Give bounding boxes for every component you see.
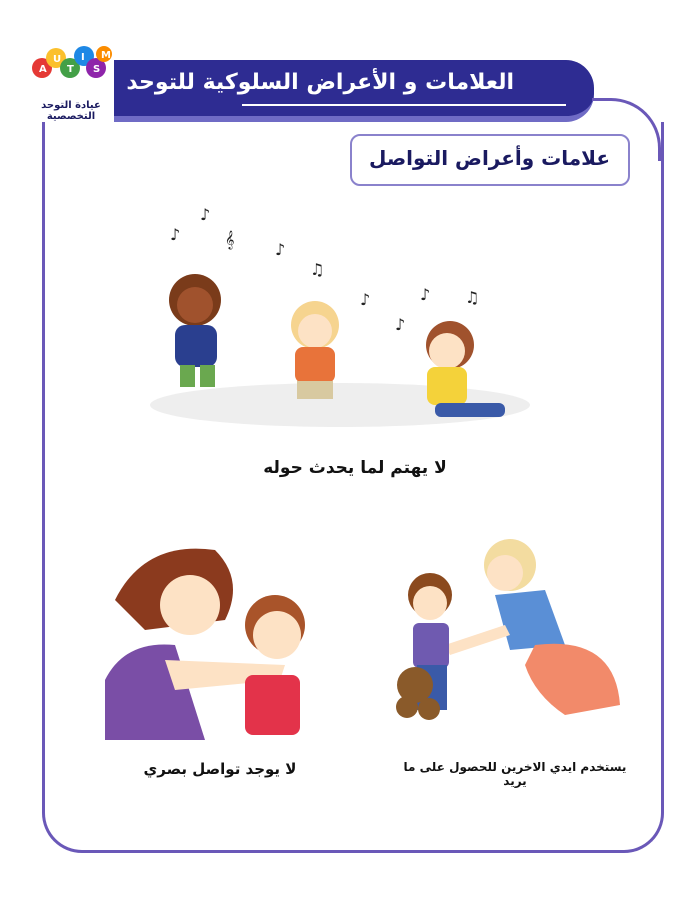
section-title: علامات وأعراض التواصل [368,146,610,170]
clinic-logo [30,38,112,130]
autism-logo-icon [30,38,112,88]
section-title-box [350,134,630,186]
svg-text:♪: ♪ [200,205,211,224]
mother-holding-child-face-illustration [105,540,315,740]
logo-letter: U [53,54,62,65]
header-bar [114,60,594,122]
logo-letter: T [67,64,74,75]
clinic-name: عيادة التوحد التخصصية [41,100,101,122]
caption-not-interested: لا يهتم لما يحدث حوله [263,458,447,478]
logo-letter: A [39,64,47,75]
children-playing-music-illustration [145,205,535,440]
logo-letter: M [101,50,111,61]
caption-uses-others-hands: يستخدم ايدي الاخرين للحصول على ما يريد [403,760,627,788]
svg-text:♪: ♪ [420,285,431,304]
svg-text:♪: ♪ [170,225,181,244]
svg-text:♫: ♫ [465,288,480,307]
header-underline [242,104,566,106]
svg-text:♪: ♪ [395,315,406,334]
svg-text:♪: ♪ [275,240,286,259]
svg-text:𝄞: 𝄞 [225,230,235,249]
caption-no-eye-contact: لا يوجد تواصل بصري [143,760,297,778]
child-guiding-adult-hand-illustration [385,535,630,735]
logo-letter: I [81,52,85,63]
page-title: العلامات و الأعراض السلوكية للتوحد [126,70,514,95]
svg-text:♪: ♪ [360,290,371,309]
logo-letter: S [93,64,101,75]
svg-text:♫: ♫ [310,260,325,279]
